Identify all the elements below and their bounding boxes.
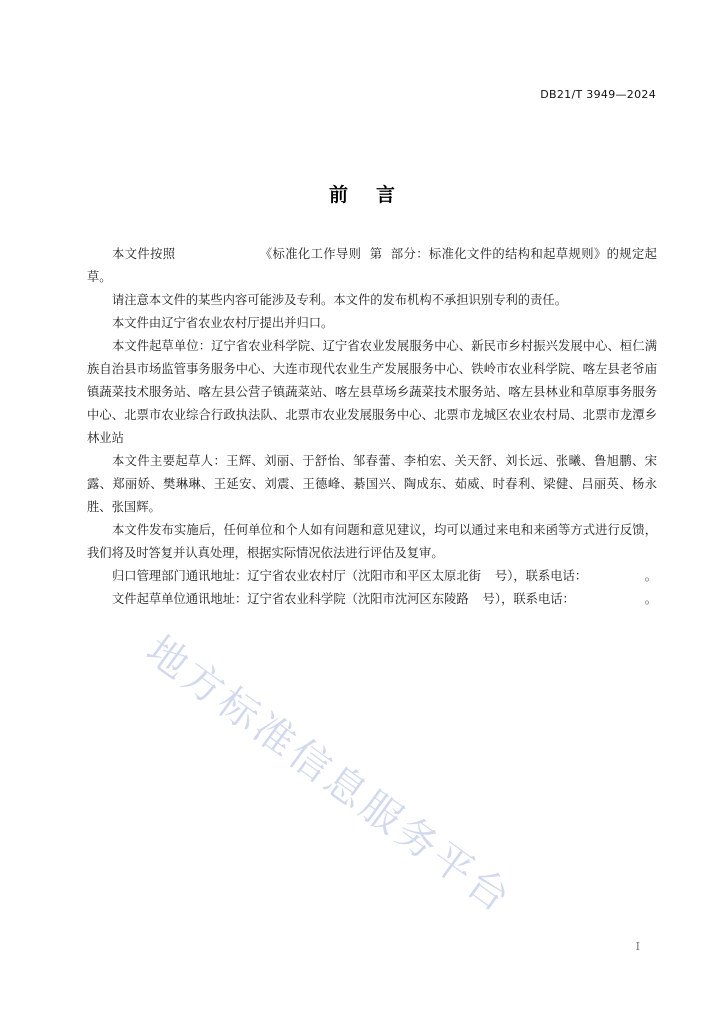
p7-text-a: 归口管理部门通讯地址：辽宁省农业农村厅（沈阳市和平区太原北街 bbox=[112, 569, 481, 583]
page-title: 前言 bbox=[328, 184, 423, 206]
paragraph-management-address bbox=[87, 565, 657, 588]
paragraph-drafting-units: 本文件起草单位：辽宁省农业科学院、辽宁省农业发展服务中心、新民市乡村振兴发展中心、桓仁满族自治县市场监管事务服务中心、大连市现代农业生产发展服务中心、铁岭市农业科学院、喀左县老爷庙镇蔬菜技术服务站、喀左县公营子镇蔬菜站、喀左县草场乡蔬菜技术服务站、喀左县林业和草原事务服务中心、北票市农业综合行政执法队、北票市农业发展服务中心、北票市龙城区农业农村局、北票市龙潭乡林业站 bbox=[87, 339, 657, 445]
p1-text-c: 第 bbox=[369, 247, 383, 261]
p1-text-d: 部分：标准化文件的结构和起草规则》的规定起草。 bbox=[87, 247, 657, 284]
paragraph-drafters: 本文件主要起草人：王辉、刘丽、于舒怡、邹春蕾、李柏宏、关天舒、刘长远、张曦、鲁旭鹏、宋露、郑丽娇、樊琳琳、王延安、刘震、王德峰、綦国兴、陶成东、茹威、时春利、梁健、吕丽英、杨永胜、张国辉。 bbox=[87, 454, 657, 514]
paragraph-drafting-rules bbox=[87, 243, 657, 289]
p1-text-a: 本文件按照 bbox=[112, 247, 176, 261]
p8-text-a: 文件起草单位通讯地址：辽宁省农业科学院（沈阳市沈河区东陵路 bbox=[112, 592, 469, 606]
paragraph-drafting-address bbox=[87, 588, 657, 611]
p7-text-c: 。 bbox=[644, 569, 657, 583]
page-number: I bbox=[635, 940, 640, 953]
p7-text-b: 号），联系电话： bbox=[494, 569, 588, 583]
document-code: DB21/T 3949—2024 bbox=[540, 88, 656, 101]
document-body bbox=[87, 243, 657, 611]
paragraph-feedback: 本文件发布实施后，任何单位和个人如有问题和意见建议，均可以通过来电和来函等方式进行反馈，我们将及时答复并认真处理，根据实际情况依法进行评估及复审。 bbox=[87, 523, 657, 560]
p1-text-b: 《标准化工作导则 bbox=[259, 247, 362, 261]
watermark: 地方标准信息服务平台 bbox=[137, 627, 521, 924]
paragraph-proposer: 本文件由辽宁省农业农村厅提出并归口。 bbox=[112, 316, 334, 330]
p8-text-c: 。 bbox=[644, 592, 657, 606]
paragraph-patent-notice: 请注意本文件的某些内容可能涉及专利。本文件的发布机构不承担识别专利的责任。 bbox=[112, 293, 567, 307]
p8-text-b: 号），联系电话： bbox=[482, 592, 575, 606]
